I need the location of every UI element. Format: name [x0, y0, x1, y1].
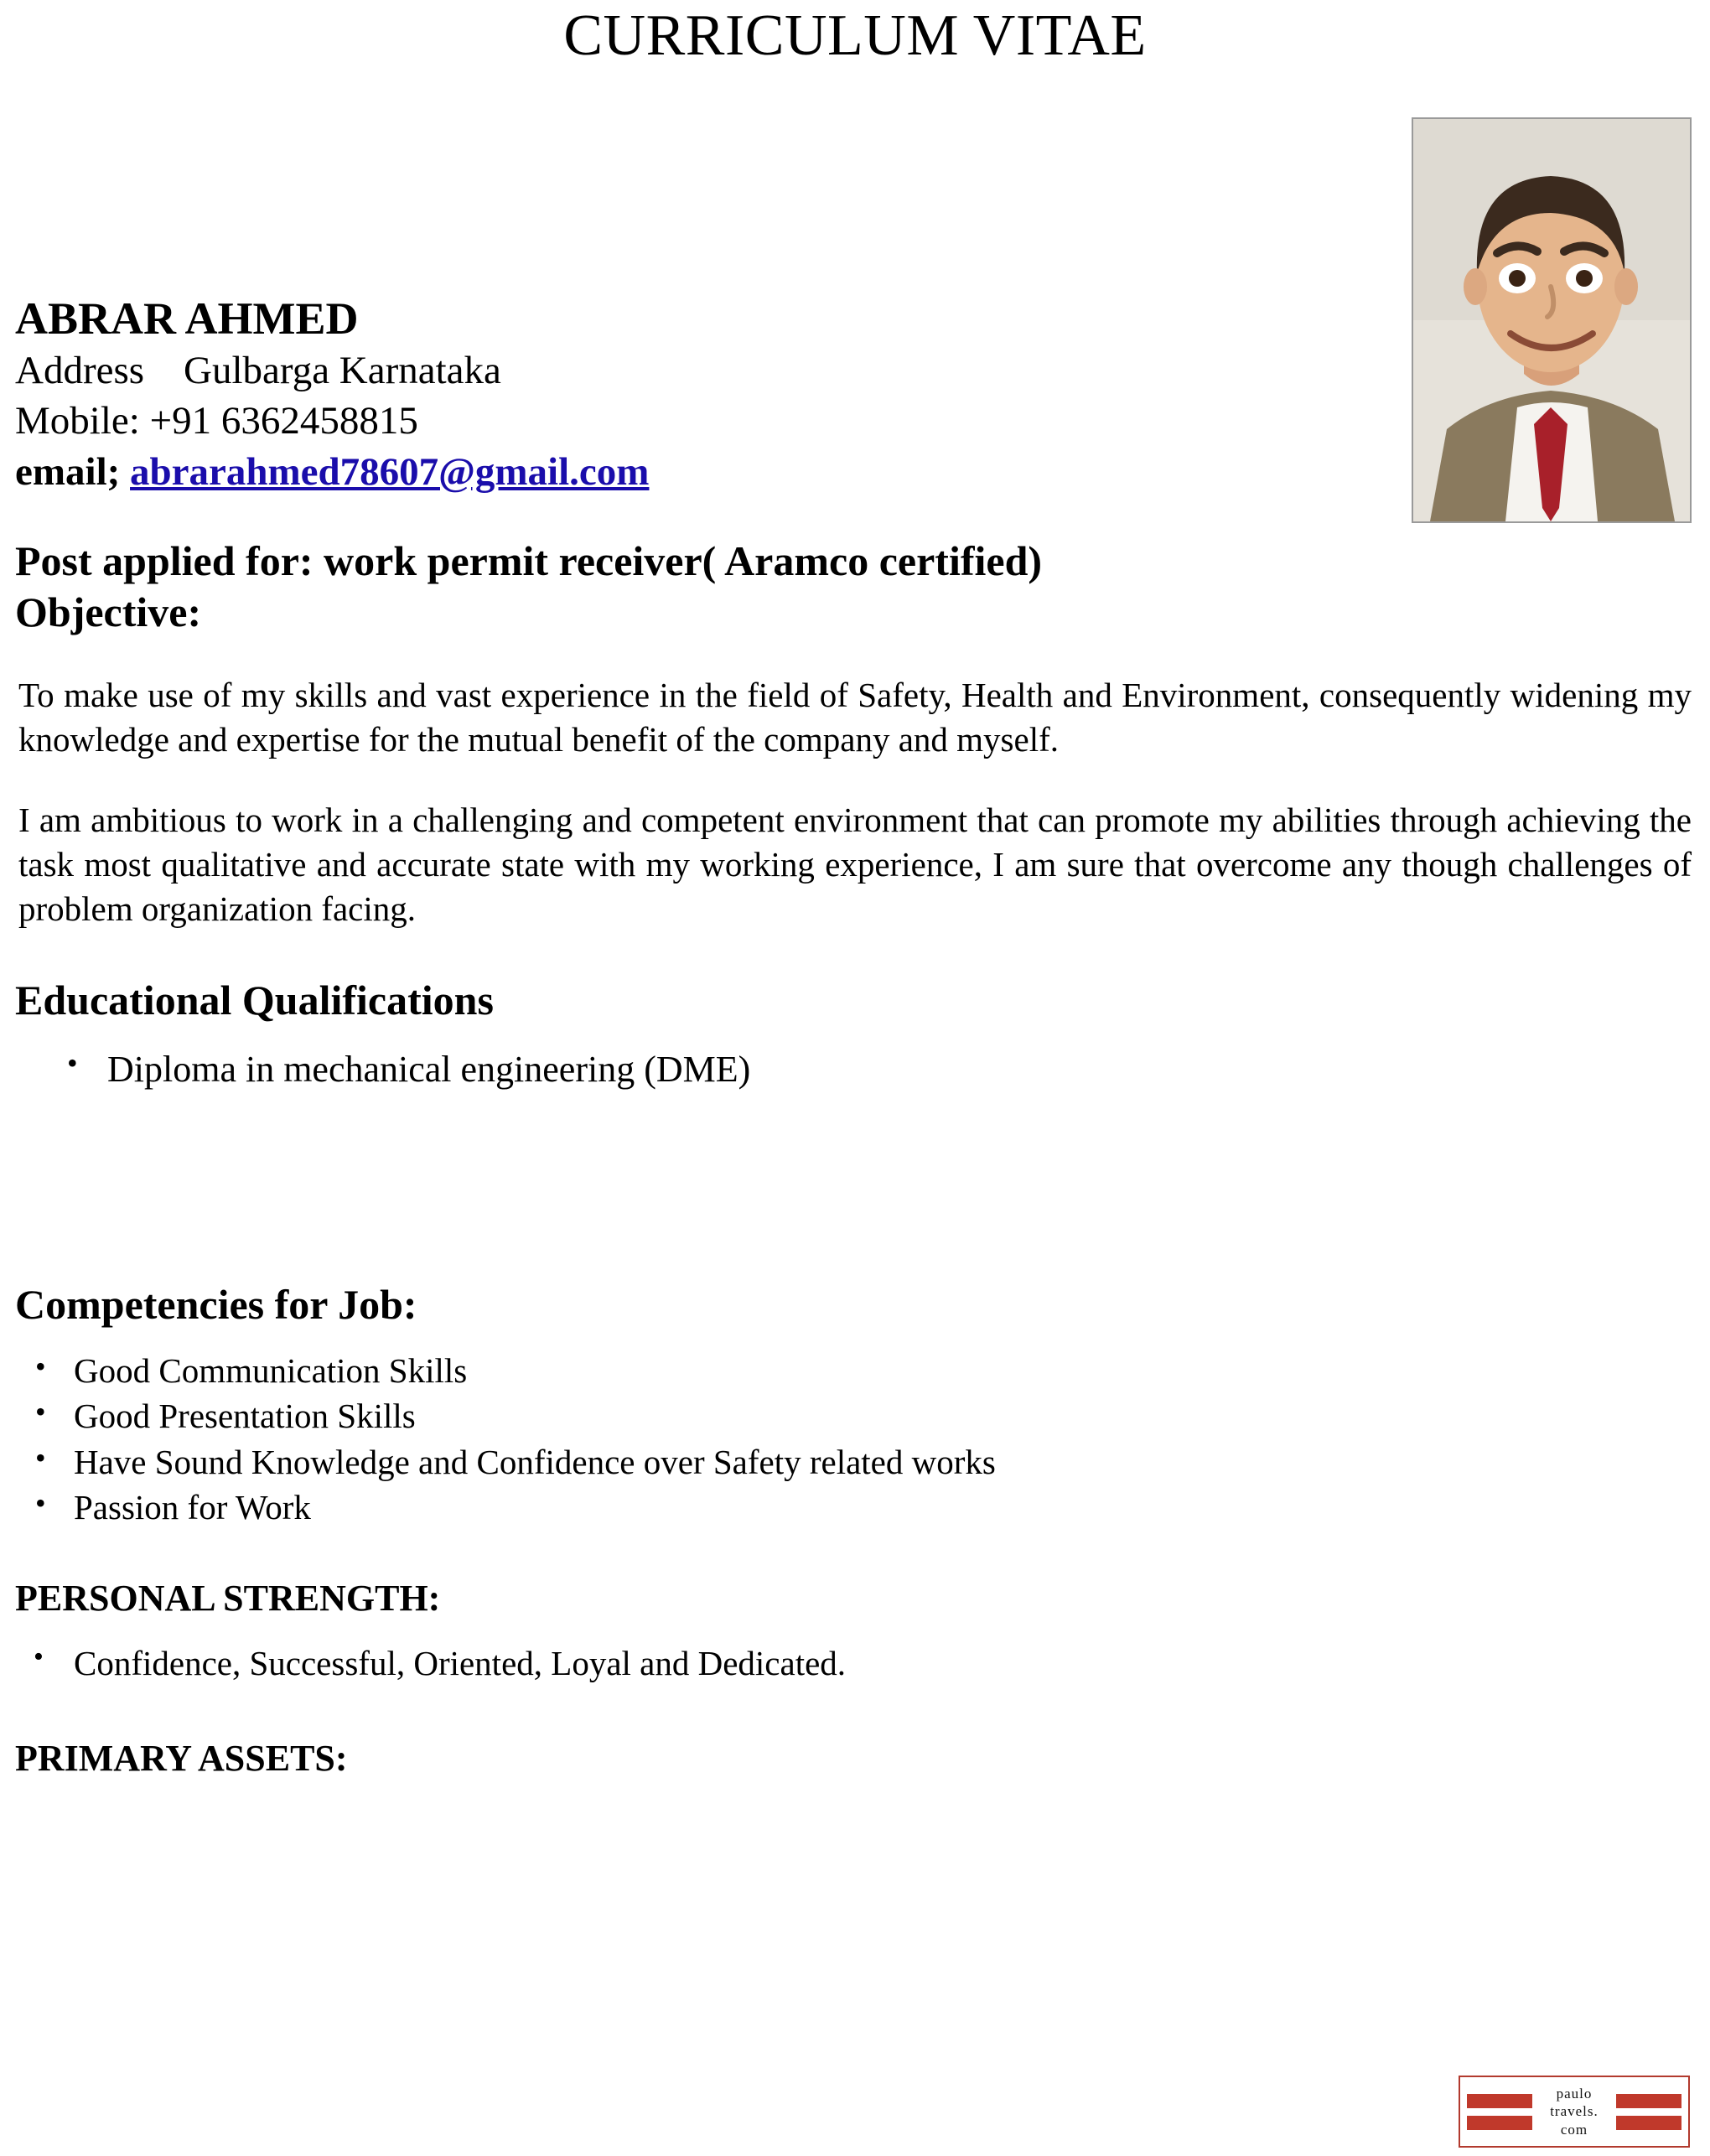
logo-bar: [1616, 2094, 1682, 2108]
logo-text-line-2: travels.: [1550, 2103, 1599, 2120]
post-applied-for: Post applied for: work permit receiver( Aramco certified): [15, 537, 1043, 585]
personal-strength-list: [15, 1643, 1695, 1683]
email-link[interactable]: abrarahmed78607@gmail.com: [130, 449, 650, 494]
objective-heading: Objective:: [15, 588, 202, 636]
paulo-travels-logo: [1459, 2076, 1690, 2148]
candidate-mobile: Mobile: +91 6362458815: [15, 399, 418, 443]
competencies-list: [15, 1349, 1695, 1530]
candidate-address: Address Gulbarga Karnataka: [15, 348, 501, 392]
list-item: • Diploma in mechanical engineering (DME): [107, 1044, 1695, 1094]
candidate-photo: [1412, 117, 1692, 523]
primary-assets-heading: PRIMARY ASSETS:: [15, 1737, 348, 1779]
spacer: [15, 1096, 1695, 1236]
logo-text-line-3: com: [1560, 2121, 1588, 2138]
personal-strength-heading: PERSONAL STRENGTH:: [15, 1577, 441, 1619]
logo-bar: [1467, 2116, 1532, 2130]
list-item: • Passion for Work: [74, 1485, 1695, 1529]
logo-bar: [1616, 2116, 1682, 2130]
logo-text-line-1: paulo: [1556, 2086, 1593, 2102]
objective-paragraph-2: I am ambitious to work in a challenging and competent environment that can promote my abilities through achieving the task most qualitative and accurate state with my working experience, I am sure that overcome any though challenges of problem organization facing.: [18, 800, 1692, 929]
logo-bar: [1467, 2094, 1532, 2108]
education-list: [15, 1044, 1695, 1094]
list-item: • Good Communication Skills: [74, 1349, 1695, 1392]
list-item: • Good Presentation Skills: [74, 1394, 1695, 1438]
logo-text: [1550, 2085, 1599, 2138]
education-heading: Educational Qualifications: [15, 976, 494, 1024]
list-item: • Have Sound Knowledge and Confidence over Safety related works: [74, 1440, 1695, 1484]
competencies-heading: Competencies for Job:: [15, 1281, 417, 1329]
email-label: email;: [15, 449, 131, 494]
list-item: • Confidence, Successful, Oriented, Loyal and Dedicated.: [74, 1643, 1695, 1683]
portrait-illustration: [1413, 119, 1690, 521]
page-title: CURRICULUM VITAE: [563, 3, 1147, 68]
objective-paragraph-1: To make use of my skills and vast experience in the field of Safety, Health and Environment, consequently widening my knowledge and expertise for the mutual benefit of the company and myself.: [18, 676, 1692, 759]
candidate-name: ABRAR AHMED: [15, 293, 359, 344]
